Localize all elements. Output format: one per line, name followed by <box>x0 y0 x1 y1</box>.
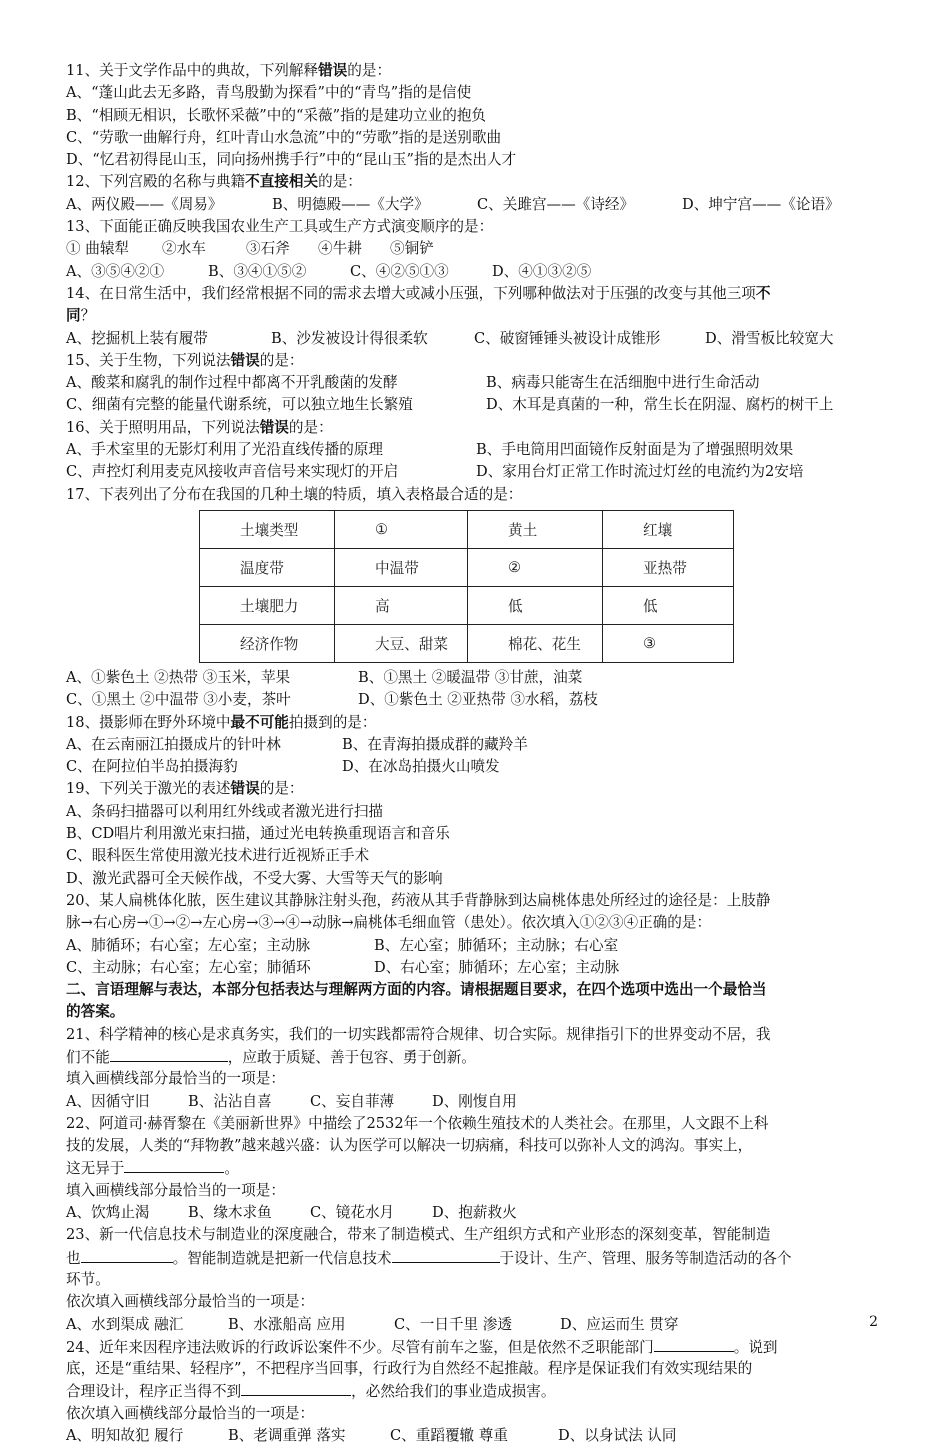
q14-option-b: B、沙发被设计得很柔软 <box>271 329 428 347</box>
q20-option-a: A、肺循环；右心室；左心室；主动脉 <box>66 936 311 954</box>
q12-option-a: A、两仪殿——《周易》 <box>66 195 223 213</box>
exam-page <box>66 60 886 1447</box>
q16-option-a: A、手术室里的无影灯利用了光沿直线传播的原理 <box>66 441 384 459</box>
table-cell: 低 <box>468 586 603 624</box>
q15-options-ab <box>66 372 886 394</box>
q12-stem: 12、下列宫殿的名称与典籍不直接相关的是： <box>66 173 362 191</box>
section-2-heading: 二、言语理解与表达，本部分包括表达与理解两方面的内容。请根据题目要求，在四个选项中选出一个最恰当 <box>66 981 767 999</box>
q22-options <box>66 1202 886 1224</box>
q13-option-c: C、④②⑤①③ <box>350 262 449 280</box>
q16-options-cd <box>66 461 886 483</box>
q13-items <box>66 238 886 260</box>
table-cell: 低 <box>603 586 734 624</box>
q22-option-d: D、抱薪救火 <box>432 1204 517 1222</box>
q12-options <box>66 194 886 216</box>
q22-stem-cont: 技的发展，人类的“拜物教”越来越兴盛：认为医学可以解决一切病痛，科技可以弥补人文的鸿沟。事实上， <box>66 1137 753 1155</box>
q23-options <box>66 1314 886 1336</box>
q18-options-cd <box>66 756 886 778</box>
q13-option-a: A、③⑤④②① <box>66 262 165 280</box>
q13-item-4: ④牛耕 <box>318 240 362 258</box>
q23-stem: 23、新一代信息技术与制造业的深度融合，带来了制造模式、生产组织方式和产业形态的深刻变革，智能制造 <box>66 1226 771 1244</box>
q12-option-d: D、坤宁宫——《论语》 <box>682 195 840 213</box>
q13-option-d: D、④①③②⑤ <box>492 262 592 280</box>
q18-option-c: C、在阿拉伯半岛拍摄海豹 <box>66 758 238 776</box>
q14-options <box>66 328 886 350</box>
q19-option-c: C、眼科医生常使用激光技术进行近视矫正手术 <box>66 847 370 865</box>
q23-stem-cont: 也 。智能制造就是把新一代信息技术 于设计、生产、管理、服务等制造活动的各个 <box>66 1247 886 1269</box>
table-cell: 经济作物 <box>200 624 335 662</box>
table-cell: ③ <box>603 624 734 662</box>
q13-item-1: ① 曲辕犁 <box>66 240 130 258</box>
table-cell: 土壤肥力 <box>200 586 335 624</box>
q14-option-c: C、破窗锤锤头被设计成锥形 <box>474 329 661 347</box>
q20-options-cd <box>66 957 886 979</box>
q22-option-a: A、饮鸩止渴 <box>66 1204 150 1222</box>
q23-prompt: 依次填入画横线部分最恰当的一项是： <box>66 1293 315 1311</box>
q16-option-c: C、声控灯利用麦克风接收声音信号来实现灯的开启 <box>66 463 399 481</box>
q15-option-a: A、酸菜和腐乳的制作过程中都离不开乳酸菌的发酵 <box>66 374 398 392</box>
q11-stem: 11、关于文学作品中的典故，下列解释错误的是： <box>66 62 392 79</box>
q23-option-b: B、水涨船高 应用 <box>228 1315 346 1333</box>
q15-option-d: D、木耳是真菌的一种，常生长在阴湿、腐朽的树干上 <box>486 396 834 414</box>
table-cell: 黄土 <box>468 510 603 548</box>
q22-stem: 22、阿道司·赫胥黎在《美丽新世界》中描绘了2532年一个依赖生殖技术的人类社会。在那里，人文跟不上科 <box>66 1114 769 1132</box>
q21-stem: 21、科学精神的核心是求真务实，我们的一切实践都需符合规律、切合实际。规律指引下的世界变动不居，我 <box>66 1025 771 1043</box>
q15-option-c: C、细菌有完整的能量代谢系统，可以独立地生长繁殖 <box>66 396 413 414</box>
q21-stem-cont: 们不能 ，应敢于质疑、善于包容、勇于创新。 <box>66 1046 886 1068</box>
q23-option-d: D、应运而生 贯穿 <box>560 1315 679 1333</box>
answer-blank <box>81 1247 173 1263</box>
q18-options-ab <box>66 734 886 756</box>
q17-option-b: B、①黑土 ②暖温带 ③甘蔗，油菜 <box>358 668 583 686</box>
q19-stem: 19、下列关于激光的表述错误的是： <box>66 780 304 798</box>
q22-option-c: C、镜花水月 <box>310 1204 395 1222</box>
q22-option-b: B、缘木求鱼 <box>188 1204 272 1222</box>
q18-option-a: A、在云南丽江拍摄成片的针叶林 <box>66 735 281 753</box>
answer-blank <box>124 1157 224 1173</box>
q15-options-cd <box>66 394 886 416</box>
q18-stem: 18、摄影师在野外环境中最不可能拍摄到的是： <box>66 713 377 731</box>
q24-stem: 24、近年来因程序违法败诉的行政诉讼案件不少。尽管有前车之鉴，但是依然不乏职能部门 。说到 <box>66 1336 886 1358</box>
q24-stem-cont2: 合理设计，程序正当得不到 ，必然给我们的事业造成损害。 <box>66 1380 886 1402</box>
q12-option-c: C、关雎宫——《诗经》 <box>477 195 635 213</box>
q24-options <box>66 1425 886 1447</box>
q21-prompt: 填入画横线部分最恰当的一项是： <box>66 1070 285 1088</box>
q13-stem: 13、下面能正确反映我国农业生产工具或生产方式演变顺序的是： <box>66 218 494 236</box>
q20-option-c: C、主动脉；右心室；左心室；肺循环 <box>66 958 311 976</box>
q11-option-b: B、“相顾无相识，长歌怀采薇”中的“采薇”指的是建功立业的抱负 <box>66 106 487 124</box>
q22-prompt: 填入画横线部分最恰当的一项是： <box>66 1181 285 1199</box>
q20-option-b: B、左心室；肺循环；主动脉；右心室 <box>374 936 619 954</box>
q21-option-a: A、因循守旧 <box>66 1092 150 1110</box>
q20-stem-cont: 脉→右心房→①→②→左心房→③→④→动脉→扁桃体毛细血管（患处）。依次填入①②③④正确的是： <box>66 914 712 932</box>
q24-prompt: 依次填入画横线部分最恰当的一项是： <box>66 1404 315 1422</box>
q24-option-d: D、以身试法 认同 <box>558 1427 677 1445</box>
q13-item-3: ③石斧 <box>246 240 290 258</box>
q17-options-ab <box>66 667 886 689</box>
q17-options-cd <box>66 689 886 711</box>
q18-option-d: D、在冰岛拍摄火山喷发 <box>342 758 500 776</box>
table-row <box>200 510 734 548</box>
q20-options-ab <box>66 935 886 957</box>
table-cell: ① <box>335 510 468 548</box>
table-row <box>200 586 734 624</box>
q16-stem: 16、关于照明用品，下列说法错误的是： <box>66 418 333 436</box>
q21-option-b: B、沾沾自喜 <box>188 1092 272 1110</box>
q17-option-a: A、①紫色土 ②热带 ③玉米，苹果 <box>66 668 291 686</box>
q15-option-b: B、病毒只能寄生在活细胞中进行生命活动 <box>486 374 760 392</box>
q23-option-c: C、一日千里 渗透 <box>394 1315 512 1333</box>
q18-option-b: B、在青海拍摄成群的藏羚羊 <box>342 735 528 753</box>
q11-option-c: C、“劳歌一曲解行舟，红叶青山水急流”中的“劳歌”指的是送别歌曲 <box>66 128 502 146</box>
q23-option-a: A、水到渠成 融汇 <box>66 1315 184 1333</box>
table-cell: 土壤类型 <box>200 510 335 548</box>
q16-option-d: D、家用台灯正常工作时流过灯丝的电流约为2安培 <box>476 463 804 481</box>
q14-option-d: D、滑雪板比较宽大 <box>705 329 834 347</box>
q12-option-b: B、明德殿——《大学》 <box>272 195 429 213</box>
q17-stem: 17、下表列出了分布在我国的几种土壤的特质，填入表格最合适的是： <box>66 485 523 503</box>
q22-stem-cont2: 这无异于 。 <box>66 1157 886 1179</box>
q14-option-a: A、挖掘机上装有履带 <box>66 329 208 347</box>
answer-blank <box>110 1046 228 1062</box>
q24-option-b: B、老调重弹 落实 <box>228 1427 346 1445</box>
q19-option-d: D、激光武器可全天候作战，不受大雾、大雪等天气的影响 <box>66 869 443 887</box>
q14-stem: 14、在日常生活中，我们经常根据不同的需求去增大或减小压强，下列哪种做法对于压强的改变与其他三项不 <box>66 284 771 302</box>
answer-blank <box>392 1247 500 1263</box>
soil-table <box>199 510 734 663</box>
q17-option-d: D、①紫色土 ②亚热带 ③水稻，荔枝 <box>358 691 598 709</box>
q16-option-b: B、手电筒用凹面镜作反射面是为了增强照明效果 <box>476 441 794 459</box>
table-cell: 红壤 <box>603 510 734 548</box>
q11-option-a: A、“蓬山此去无多路，青鸟殷勤为探看”中的“青鸟”指的是信使 <box>66 84 472 102</box>
q19-option-b: B、CD唱片利用激光束扫描，通过光电转换重现语言和音乐 <box>66 825 450 843</box>
q21-option-c: C、妄自菲薄 <box>310 1092 395 1110</box>
q23-stem-cont2: 环节。 <box>66 1270 110 1288</box>
q14-stem-cont: 同？ <box>66 307 96 325</box>
q20-option-d: D、右心室；肺循环；左心室；主动脉 <box>374 958 620 976</box>
q15-stem: 15、关于生物，下列说法错误的是： <box>66 351 304 369</box>
section-2-heading-cont: 的答案。 <box>66 1003 125 1021</box>
table-cell: 中温带 <box>335 548 468 586</box>
table-cell: 亚热带 <box>603 548 734 586</box>
q19-option-a: A、条码扫描器可以利用红外线或者激光进行扫描 <box>66 802 384 820</box>
q11-option-d: D、“忆君初得昆山玉，同向扬州携手行”中的“昆山玉”指的是杰出人才 <box>66 151 517 169</box>
table-cell: 棉花、花生 <box>468 624 603 662</box>
q24-stem-cont: 底，还是“重结果、轻程序”，不把程序当回事，行政行为自然经不起推敲。程序是保证我们有效实现结果的 <box>66 1360 753 1378</box>
q13-item-2: ②水车 <box>162 240 206 258</box>
q24-option-c: C、重蹈覆辙 尊重 <box>390 1427 508 1445</box>
q20-stem: 20、某人扁桃体化脓，医生建议其静脉注射头孢，药液从其手背静脉到达扁桃体患处所经过的途径是：上肢静 <box>66 891 771 909</box>
table-cell: 高 <box>335 586 468 624</box>
table-cell: ② <box>468 548 603 586</box>
q16-options-ab <box>66 439 886 461</box>
q21-options <box>66 1091 886 1113</box>
q24-option-a: A、明知故犯 履行 <box>66 1427 184 1445</box>
q17-option-c: C、①黑土 ②中温带 ③小麦，茶叶 <box>66 691 291 709</box>
q13-item-5: ⑤铜铲 <box>390 240 434 258</box>
q21-option-d: D、刚愎自用 <box>432 1092 517 1110</box>
page-number: 2 <box>869 1314 878 1330</box>
table-row <box>200 624 734 662</box>
answer-blank <box>241 1380 351 1396</box>
q13-option-b: B、③④①⑤② <box>208 262 307 280</box>
table-row <box>200 548 734 586</box>
table-cell: 温度带 <box>200 548 335 586</box>
q13-options <box>66 261 886 283</box>
table-cell: 大豆、甜菜 <box>335 624 468 662</box>
